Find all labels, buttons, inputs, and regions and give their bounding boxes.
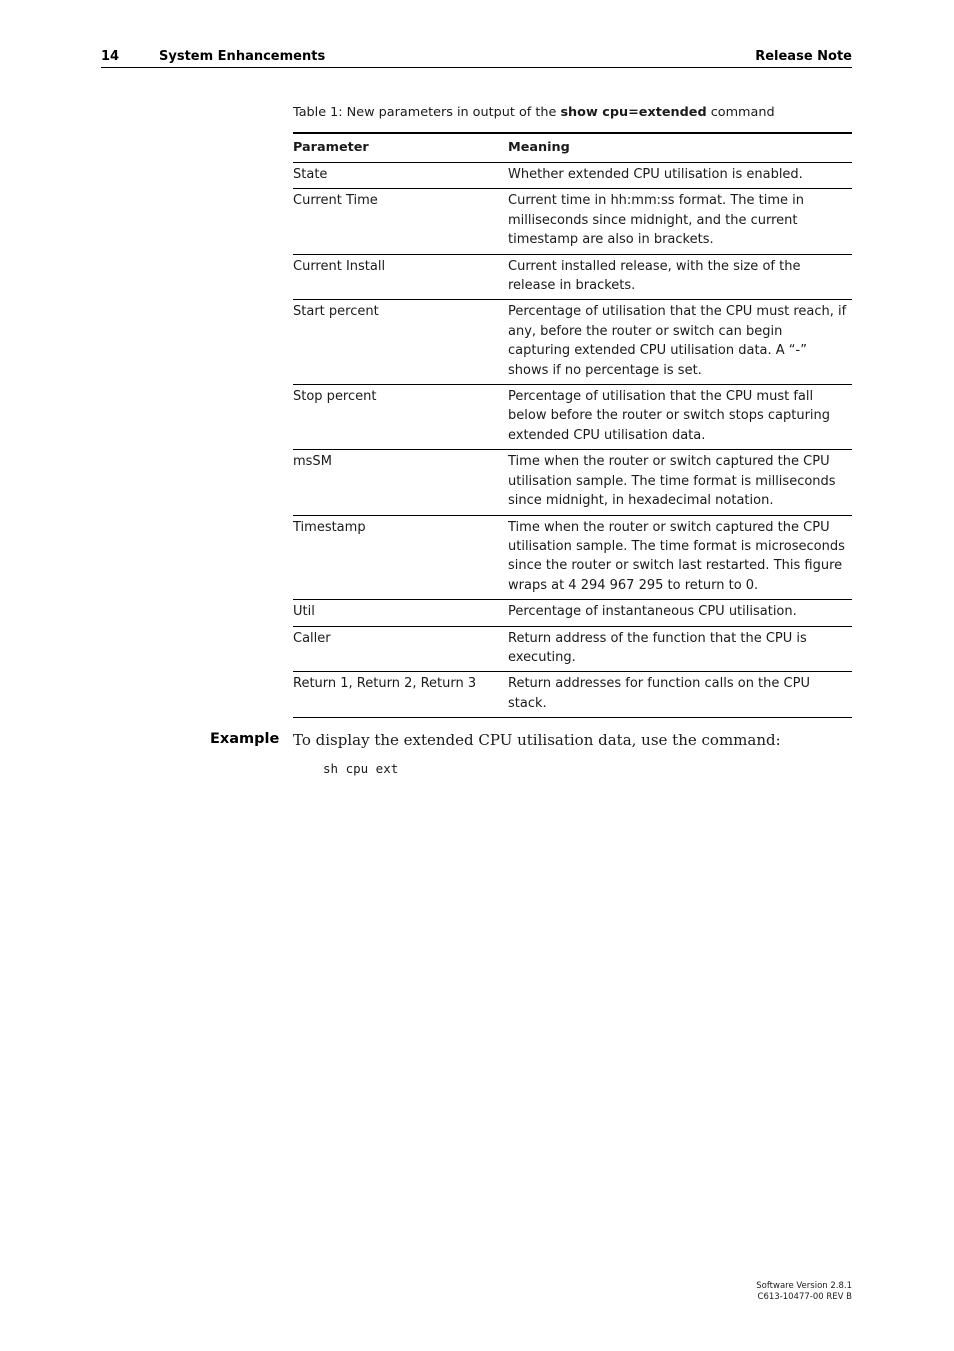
parameter-cell: State <box>293 163 508 189</box>
meaning-cell: Whether extended CPU utilisation is enabled. <box>508 163 852 189</box>
page-footer <box>756 1281 852 1303</box>
meaning-cell: Current time in hh:mm:ss format. The time in milliseconds since midnight, and the current timestamp are also in brackets. <box>508 189 852 254</box>
table-row <box>293 672 852 718</box>
table-row <box>293 189 852 254</box>
table-row <box>293 254 852 300</box>
section-title: System Enhancements <box>159 49 326 64</box>
document-id: C613-10477-00 REV B <box>757 1292 852 1302</box>
table-row <box>293 163 852 189</box>
caption-command: show cpu=extended <box>560 105 707 120</box>
parameter-cell: msSM <box>293 450 508 515</box>
parameter-cell: Timestamp <box>293 515 508 600</box>
software-version: Software Version 2.8.1 <box>756 1281 852 1291</box>
meaning-cell: Time when the router or switch captured the CPU utilisation sample. The time format is milliseconds since midnight, in hexadecimal notation. <box>508 450 852 515</box>
table-row <box>293 300 852 385</box>
meaning-cell: Percentage of utilisation that the CPU must reach, if any, before the router or switch can begin capturing extended CPU utilisation data. A “-” shows if no percentage is set. <box>508 300 852 385</box>
page-header <box>101 47 852 68</box>
document-type: Release Note <box>755 49 852 64</box>
table-row <box>293 600 852 626</box>
table-row <box>293 450 852 515</box>
page-number: 14 <box>101 49 120 64</box>
caption-suffix: command <box>706 105 775 120</box>
table-row <box>293 385 852 450</box>
table-caption <box>293 105 775 120</box>
meaning-cell: Current installed release, with the size of the release in brackets. <box>508 254 852 300</box>
meaning-cell: Percentage of utilisation that the CPU must fall below before the router or switch stops capturing extended CPU utilisation data. <box>508 385 852 450</box>
parameters-table <box>293 132 852 718</box>
parameter-cell: Util <box>293 600 508 626</box>
table-header-row <box>293 133 852 163</box>
meaning-cell: Return addresses for function calls on the CPU stack. <box>508 676 810 711</box>
parameter-cell: Start percent <box>293 300 508 385</box>
parameter-cell: Stop percent <box>293 385 508 450</box>
parameter-cell: Current Install <box>293 254 508 300</box>
parameter-cell: Caller <box>293 626 508 672</box>
example-command: sh cpu ext <box>323 761 399 776</box>
table-row <box>293 515 852 600</box>
parameter-cell: Current Time <box>293 189 508 254</box>
meaning-cell: Time when the router or switch captured the CPU utilisation sample. The time format is microseconds since the router or switch last restarted. This figure wraps at 4 294 967 295 to return to 0. <box>508 515 852 600</box>
parameter-cell: Return 1, Return 2, Return 3 <box>293 676 477 692</box>
column-header-meaning: Meaning <box>508 133 852 163</box>
meaning-cell: Percentage of instantaneous CPU utilisation. <box>508 600 852 626</box>
example-label: Example <box>210 731 280 747</box>
column-header-parameter: Parameter <box>293 133 508 163</box>
meaning-cell: Return address of the function that the CPU is executing. <box>508 626 852 672</box>
caption-prefix: Table 1: New parameters in output of the <box>293 105 561 120</box>
example-text: To display the extended CPU utilisation data, use the command: <box>293 731 781 749</box>
table-row <box>293 626 852 672</box>
